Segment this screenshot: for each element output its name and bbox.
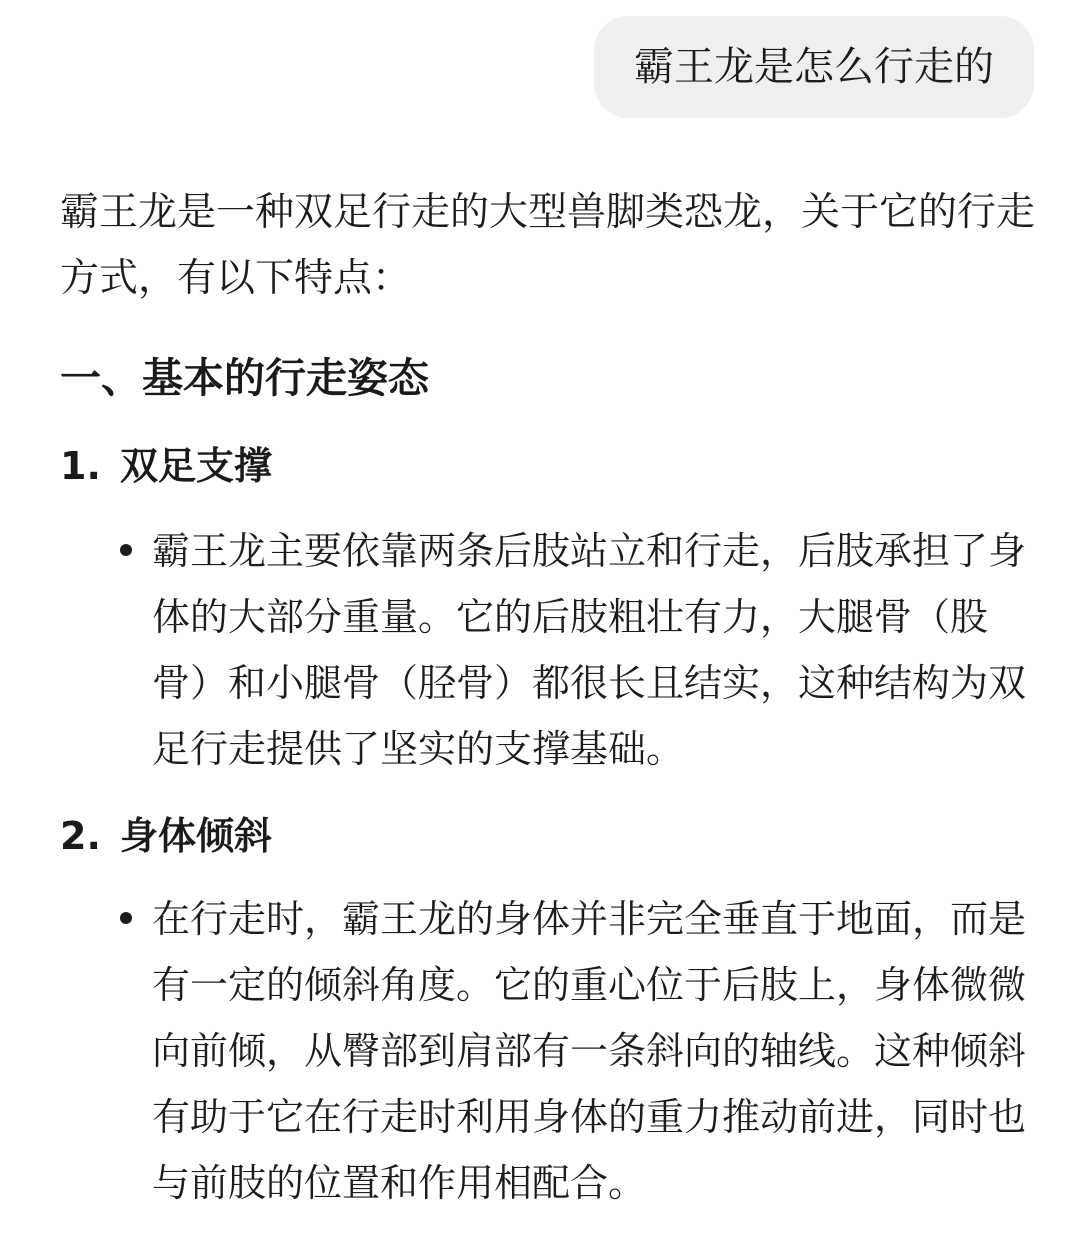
bullet-dot-icon (120, 544, 132, 556)
item-number: 2. (60, 814, 101, 858)
section-title: 一、基本的行走姿态 (60, 354, 429, 402)
assistant-answer (60, 180, 1040, 1205)
item-title-text: 双足支撑 (120, 444, 273, 488)
item-bullet-2: 在行走时，霸王龙的身体并非完全垂直于地面，而是有一定的倾斜角度。它的重心位于后肢上，身体微微向前倾，从臀部到肩部有一条斜向的轴线。这种倾斜有助于它在行走时利用身体的重力推动前进，同时也与前肢的位置和作用相配合。 (152, 897, 1027, 1205)
item-title-text: 身体倾斜 (120, 814, 273, 858)
answer-intro: 霸王龙是一种双足行走的大型兽脚类恐龙，关于它的行走方式，有以下特点： (60, 190, 1036, 301)
item-title-1 (60, 438, 272, 494)
user-message-row (594, 16, 1034, 118)
item-title-2 (60, 808, 272, 864)
item-bullet-1: 霸王龙主要依靠两条后肢站立和行走，后肢承担了身体的大部分重量。它的后肢粗壮有力，大腿骨（股骨）和小腿骨（胫骨）都很长且结实，这种结构为双足行走提供了坚实的支撑基础。 (152, 529, 1027, 771)
item-number: 1. (60, 444, 101, 488)
bullet-dot-icon (120, 912, 132, 924)
user-message-bubble[interactable]: 霸王龙是怎么行走的 (594, 16, 1034, 118)
